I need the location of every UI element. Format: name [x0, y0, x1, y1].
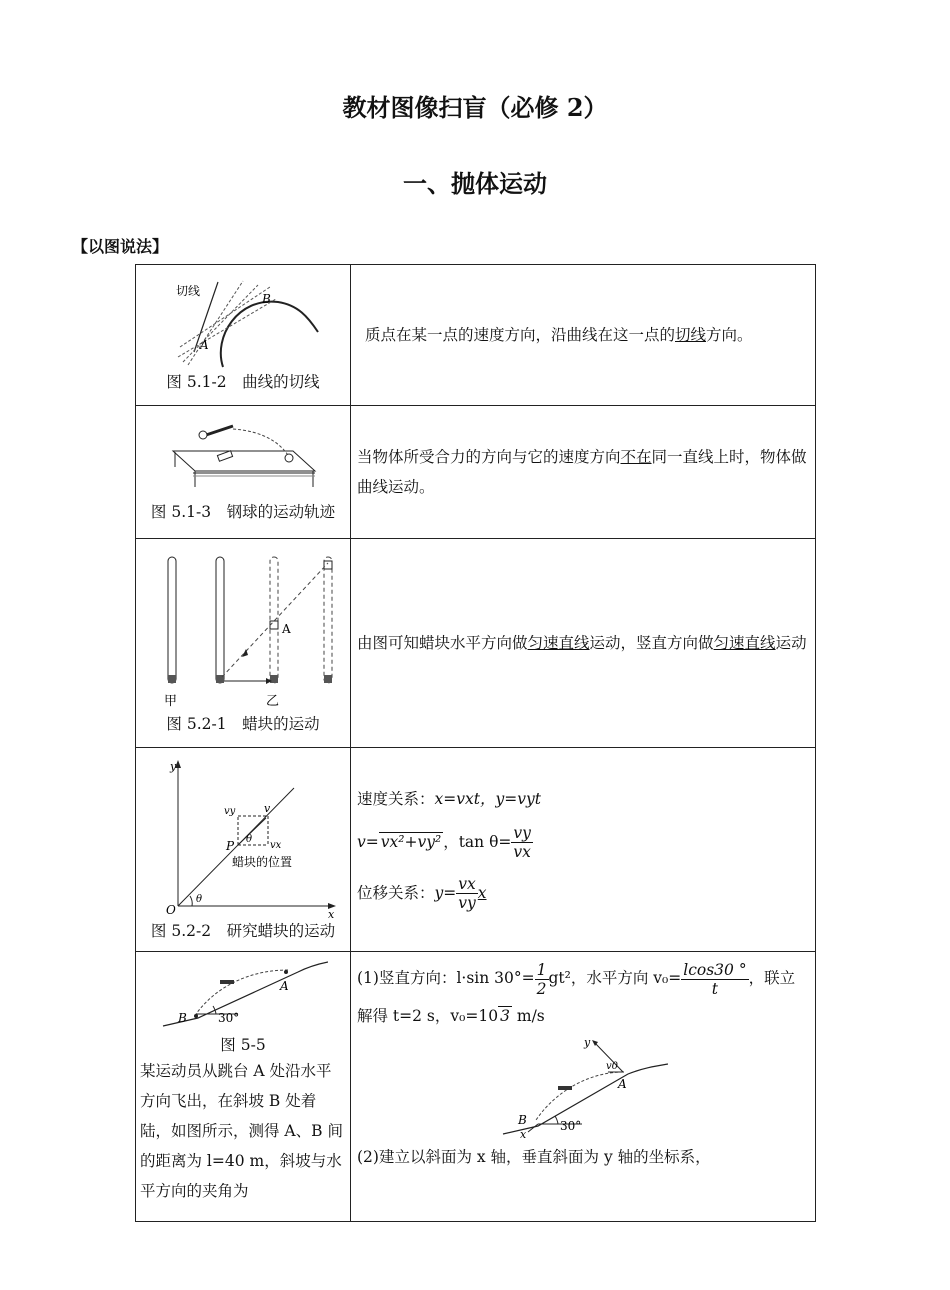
figure-caption: 图 5.1-3 钢球的运动轨迹: [150, 503, 336, 521]
angle-label: 30°: [560, 1119, 582, 1133]
table-row: [136, 952, 816, 1222]
section-label: 【以图说法】: [72, 237, 169, 256]
answer-blank: 不在: [620, 448, 652, 466]
tan-label: ，tan θ=: [443, 832, 512, 851]
answer-blank: 匀速直线: [527, 634, 590, 652]
point-a-label: A: [280, 979, 289, 993]
point-p-label: P: [226, 838, 235, 853]
table-row: [136, 265, 816, 406]
explanation-text: 同一直线上时，物体做曲线运动。: [357, 448, 807, 496]
step1-result: m/s: [511, 1007, 545, 1025]
problem-text: 某运动员从跳台 A 处沿水平方向飞出，在斜坡 B 处着陆，如图所示，测得 A、B 间的距离为 l=40 m，斜坡与水平方向的夹角为: [140, 1062, 343, 1200]
step1-text: ，联立: [748, 969, 796, 987]
position-label: 蜡块的位置: [232, 854, 293, 869]
y-axis-label: y: [584, 1036, 591, 1049]
steel-ball-figure: [163, 421, 323, 499]
fraction-denominator: vx: [513, 843, 531, 861]
theta-label: θ: [246, 833, 253, 845]
sqrt-expression: 3: [500, 1007, 510, 1025]
section-title: 一、抛体运动: [403, 169, 547, 198]
point-b-label: B: [178, 1011, 187, 1025]
tangent-figure: [158, 277, 328, 369]
explanation-cell: [351, 748, 816, 952]
displacement-var: x: [477, 883, 487, 902]
step1-text: gt²，水平方向 v₀=: [548, 969, 682, 987]
y-axis-label: y: [170, 759, 177, 773]
figure-caption: 图 5.1-2 曲线的切线: [166, 373, 320, 391]
table-row: [136, 406, 816, 539]
figure-caption: 图 5-5: [220, 1036, 266, 1054]
point-b-label: B: [518, 1113, 527, 1127]
figure-cell: [136, 265, 351, 406]
x-axis-label: x: [328, 907, 335, 918]
fraction-numerator: vx: [458, 875, 476, 893]
v0-label: v0: [606, 1061, 619, 1072]
figure-cell: [136, 952, 351, 1222]
explanation-text: 方向。: [706, 326, 753, 344]
wax-position-figure: [148, 758, 338, 918]
x-axis-label: x: [520, 1128, 527, 1140]
document-title: 教材图像扫盲（必修 2）: [342, 93, 608, 122]
point-a-label: A: [200, 338, 209, 352]
fraction-numerator: lcos30 °: [683, 960, 747, 979]
tangent-label: 切线: [176, 284, 201, 298]
explanation-cell: [351, 406, 816, 539]
figure-cell: [136, 748, 351, 952]
figure-cell: [136, 539, 351, 748]
jia-label: 甲: [164, 694, 178, 709]
explanation-text: 运动，竖直方向做: [589, 634, 714, 652]
sqrt-expression: vx²+vy²: [380, 832, 442, 851]
table-row: [136, 539, 816, 748]
explanation-text: 由图可知蜡块水平方向做: [357, 634, 528, 652]
fraction-denominator: vy: [458, 894, 476, 912]
step1-text: (1)竖直方向：l·sin 30°=: [357, 969, 535, 987]
ski-jump-figure: [158, 952, 328, 1032]
point-a-label: A: [282, 622, 291, 636]
step2-text: (2)建立以斜面为 x 轴，垂直斜面为 y 轴的坐标系，: [357, 1148, 711, 1166]
angle-label: 30°: [218, 1011, 240, 1025]
explanation-text: 质点在某一点的速度方向，沿曲线在这一点的: [365, 326, 676, 344]
velocity-equation: x=vxt，y=vyt: [434, 789, 541, 808]
answer-blank: 切线: [675, 326, 707, 344]
wax-block-figure: [148, 551, 338, 711]
explanation-text: 运动: [775, 634, 807, 652]
theta-label-origin: θ: [196, 893, 203, 905]
figure-table: [135, 264, 816, 1222]
coord-figure: [498, 1036, 668, 1140]
vx-label: vx: [270, 839, 282, 851]
table-row: [136, 748, 816, 952]
point-a-label: A: [618, 1077, 627, 1091]
explanation-text: 当物体所受合力的方向与它的速度方向: [357, 448, 621, 466]
vy-label: vy: [224, 805, 236, 817]
displacement-label: 位移关系：: [357, 883, 435, 902]
figure-cell: [136, 406, 351, 539]
v-label: v: [264, 801, 271, 815]
fraction-numerator: vy: [513, 824, 531, 842]
fraction-denominator: 2: [536, 979, 547, 998]
displacement-equation: y=: [434, 883, 457, 902]
velocity-label: 速度关系：: [357, 789, 435, 808]
figure-caption: 图 5.2-2 研究蜡块的运动: [150, 921, 336, 940]
fraction-numerator: 1: [536, 960, 547, 979]
explanation-cell: [351, 952, 816, 1222]
explanation-cell: [351, 265, 816, 406]
step1-result: 解得 t=2 s，v₀=10: [357, 1007, 499, 1025]
answer-blank: 匀速直线: [713, 634, 776, 652]
figure-caption: 图 5.2-1 蜡块的运动: [166, 715, 320, 733]
explanation-cell: [351, 539, 816, 748]
v-equation: v=: [357, 832, 379, 851]
yi-label: 乙: [266, 694, 280, 709]
fraction-denominator: t: [711, 979, 719, 998]
origin-label: O: [166, 902, 176, 917]
point-b-label: B: [262, 292, 271, 306]
